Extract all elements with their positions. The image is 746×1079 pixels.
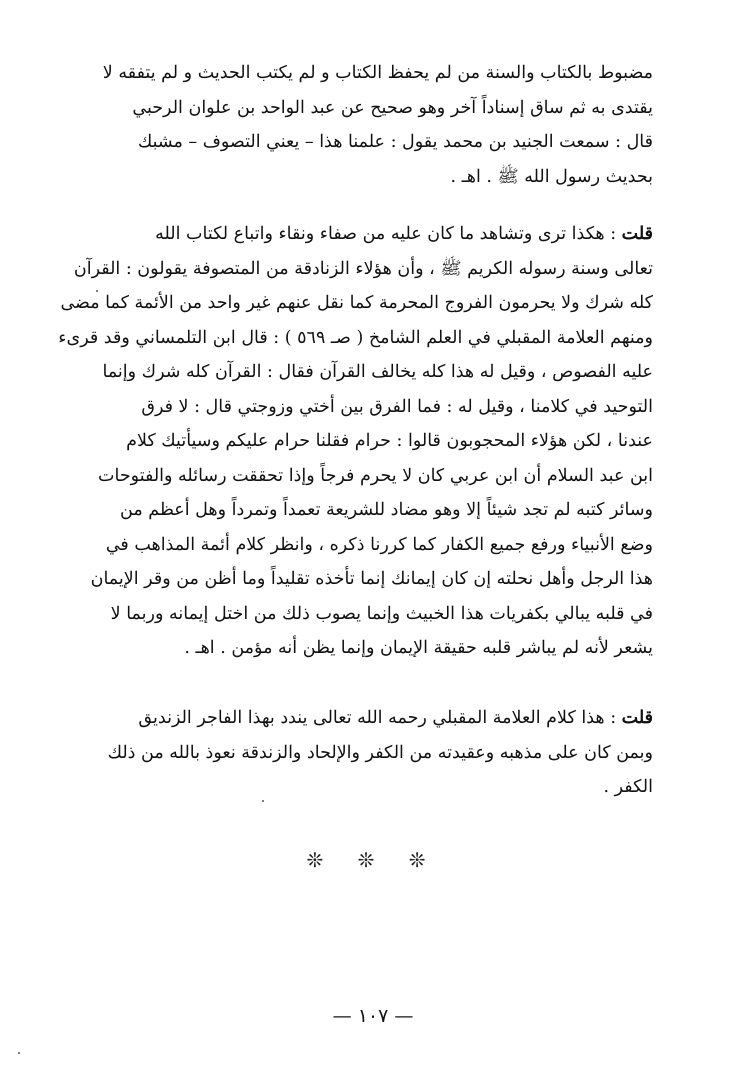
text-line: تعالى وسنة رسوله الكريم ﷺ ، وأن هؤلاء الزنادقة من المتصوفة يقولون : القرآن [73,258,653,279]
text-line: ابن عبد السلام أن ابن عربي كان لا يحرم فرجاً وإذا تحققت رسائله والفتوحات [98,465,653,486]
text-line: في قلبه يبالي بكفريات هذا الخبيث وإنما يصوب ذلك من اختل إيمانه وربما لا [110,603,653,624]
text-line: كله شرك ولا يحرمون الفروج المحرمة كما نقل عنهم غير واحد من الأئمة كما مضى [60,293,653,313]
text-line: وبمن كان على مذهبه وعقيدته من الكفر والإلحاد والزندقة نعوذ بالله من ذلك [107,742,653,763]
text-line: وسائر كتبه لم تجد شيئاً إلا وهو مضاد للشريعة تعمداً وتمرداً وهل أعظم من [120,500,653,520]
text-line [100,217,653,252]
paragraph-3 [100,701,653,805]
text-line: عليه الفصوص ، وقيل له هذا كله يخالف القرآن فقال : القرآن كله شرك وإنما [102,362,653,382]
page-number: — ١٠٧ — [332,1005,414,1027]
text-line: هذا الرجل وأهل نحلته إن كان إيمانك إنما تأخذه تقليداً وما أظن من وقر الإيمان [90,569,653,589]
text-line: ومنهم العلامة المقبلي في العلم الشامخ ( صـ ٥٦٩ ) : قال ابن التلمساني وقد قرىء [58,327,653,348]
text-line: يشعر لأنه لم يباشر قلبه حقيقة الإيمان وإنما يظن أنه مؤمن . اهـ . [184,638,653,658]
text-line-rest: : هذا كلام العلامة المقبلي رحمه الله تعالى يندد بهذا الفاجر الزنديق [138,708,622,728]
text-line: قال : سمعت الجنيد بن محمد يقول : علمنا هذا – يعني التصوف – مشبك [137,132,653,152]
paragraph-1 [100,56,653,194]
paragraph-2 [58,217,653,666]
scan-speck [262,800,264,802]
text-line [100,701,653,736]
text-line: مضبوط بالكتاب والسنة من لم يحفظ الكتاب و لم يكتب الحديث و لم يتفقه لا [102,63,653,83]
text-line: وضع الأنبياء ورفع جميع الكفار كما كررنا ذكره ، وانظر كلام أئمة المذاهب في [105,534,653,555]
text-line: الكفر . [603,777,653,797]
text-line: بحديث رسول الله ﷺ . اهـ . [450,166,653,187]
text-line-rest: : هكذا ترى وتشاهد ما كان عليه من صفاء ونقاء واتباع لكتاب الله [155,224,622,244]
paragraph-lead-word: قلت [621,708,653,728]
text-line: يقتدى به ثم ساق إسناداً آخر وهو صحيح عن عبد الواحد بن علوان الرحبي [132,97,653,118]
scan-speck [18,1052,20,1054]
text-line: عندنا ، لكن هؤلاء المحجوبون قالوا : حرام فقلنا حرام عليكم وسيأتيك كلام [126,431,653,451]
section-separator: ❊ ❊ ❊ [306,848,440,872]
paragraph-lead-word: قلت [621,224,653,244]
text-line: التوحيد في كلامنا ، وقيل له : فما الفرق بين أختي وزوجتي قال : لا فرق [141,396,653,417]
scan-speck [96,290,98,292]
